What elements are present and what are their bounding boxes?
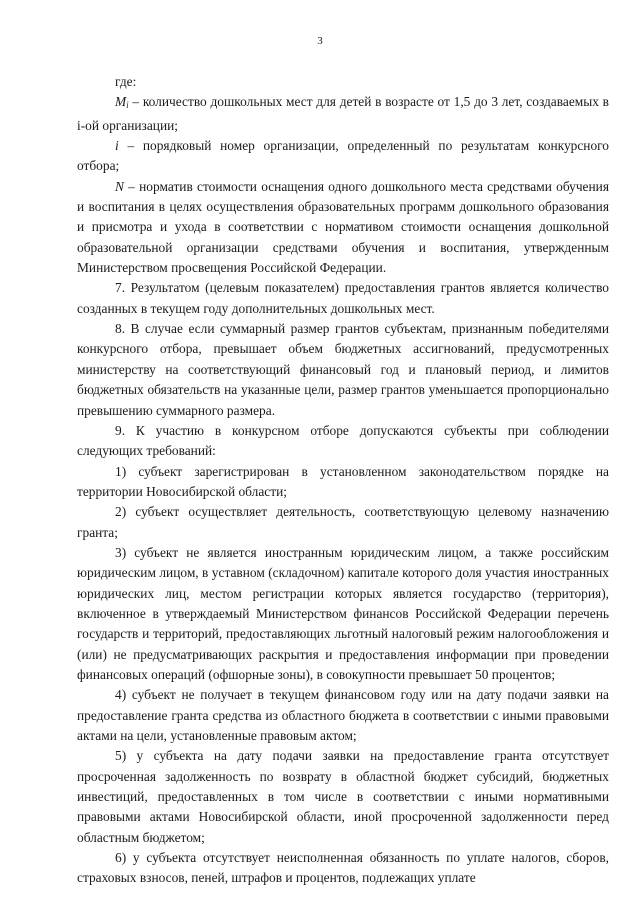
definition-n: N – норматив стоимости оснащения одного дошкольного места средствами обучения и воспитания в целях осуществления образовательных программ дошкольного образования и присмотра и ухода в соответствии с нормативом стоимости оснащения дошкольной образовательной организации средствами обучения и воспитания, утвержденным Министерством просвещения Российской Федерации. bbox=[77, 178, 609, 276]
definition-mi: $M_i$ – количество дошкольных мест для детей в возрасте от 1,5 до 3 лет, создаваемых в i-ой организации; bbox=[77, 94, 609, 133]
document-body bbox=[77, 72, 609, 889]
page-number: 3 bbox=[317, 35, 323, 47]
formula-variable-i: i bbox=[115, 138, 119, 154]
formula-variable-mi: $M_i$ bbox=[115, 94, 129, 111]
requirement-4: 4) субъект не получает в текущем финансовом году или на дату подачи заявки на предоставление гранта средства из областного бюджета в соответствии с иными правовыми актами на цели, установленные правовым актом; bbox=[77, 687, 609, 743]
paragraph-8: 8. В случае если суммарный размер грантов субъектам, признанным победителями конкурсного отбора, превышает объем бюджетных ассигнований, предусмотренных министерству на соответствующий финансовый год и плановый период, и лимитов бюджетных обязательств на указанные цели, размер грантов уменьшается пропорционально превышению суммарного размера. bbox=[77, 321, 609, 418]
definition-i: i – порядковый номер организации, определенный по результатам конкурсного отбора; bbox=[77, 138, 609, 174]
requirement-3: 3) субъект не является иностранным юридическим лицом, а также российским юридическим лицом, в уставном (складочном) капитале которого доля участия иностранных юридических лиц, местом регистрации которых является государство (территория), включенное в утверждаемый Министерством финансов Российской Федерации перечень государств и территорий, предоставляющих льготный налоговый режим налогообложения и (или) не предусматривающих раскрытия и предоставления информации при проведении финансовых операций (офшорные зоны), в совокупности превышает 50 процентов; bbox=[77, 544, 609, 682]
paragraph-9: 9. К участию в конкурсном отборе допускаются субъекты при соблюдении следующих требований: bbox=[77, 422, 609, 459]
where-label: где: bbox=[115, 74, 137, 89]
requirement-1: 1) субъект зарегистрирован в установленном законодательством порядке на территории Новосибирской области; bbox=[77, 463, 609, 499]
requirement-2: 2) субъект осуществляет деятельность, соответствующую целевому назначению гранта; bbox=[77, 504, 609, 540]
requirement-6: 6) у субъекта отсутствует неисполненная обязанность по уплате налогов, сборов, страховых взносов, пеней, штрафов и процентов, подлежащих уплате bbox=[77, 850, 609, 886]
requirement-5: 5) у субъекта на дату подачи заявки на предоставление гранта отсутствует просроченная задолженность по возврату в областной бюджет субсидий, бюджетных инвестиций, предоставленных в том числе в соответствии с иными нормативными правовыми актами Новосибирской области, иной просроченной задолженности перед областным бюджетом; bbox=[77, 748, 609, 845]
formula-variable-n: N bbox=[115, 178, 124, 194]
paragraph-7: 7. Результатом (целевым показателем) предоставления грантов является количество созданных в текущем году дополнительных дошкольных мест. bbox=[77, 280, 609, 316]
